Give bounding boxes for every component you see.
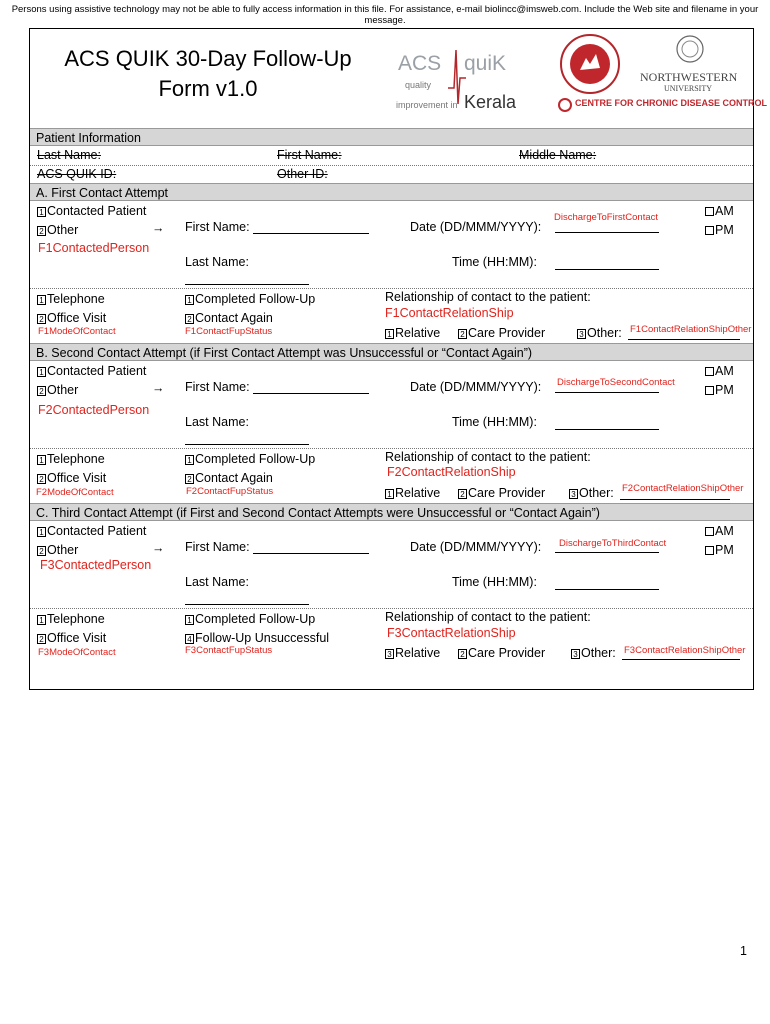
code-box: 3 (385, 649, 394, 659)
code-box: 2 (37, 474, 46, 484)
code-box: 2 (37, 634, 46, 644)
office-visit-option[interactable] (37, 471, 106, 485)
date-label: Date (DD/MMM/YYYY): (410, 380, 542, 394)
field-label: First Name: (185, 540, 250, 554)
relationship-field[interactable]: F1ContactRelationShip (385, 306, 514, 320)
code-box: 2 (458, 649, 467, 659)
am-checkbox[interactable] (705, 364, 734, 378)
other-id-label: Other ID: (277, 167, 328, 181)
northwestern-university: UNIVERSITY (664, 84, 712, 93)
option-label: Completed Follow-Up (195, 612, 316, 626)
am-label: AM (715, 204, 734, 218)
followup-unsuccessful-option[interactable] (185, 631, 329, 645)
checkbox-icon (705, 367, 714, 376)
acs-quik-id-label: ACS QUIK ID: (37, 167, 117, 181)
checkbox-icon (705, 226, 714, 235)
acs-quik-logo (398, 52, 518, 116)
section-b-header: B. Second Contact Attempt (if First Contact Attempt was Unsuccessful or “Contact Again”) (30, 343, 753, 361)
input-line (253, 233, 369, 234)
logo-improvement-text: improvement in (396, 100, 458, 110)
checkbox-icon (705, 207, 714, 216)
other-option[interactable] (37, 543, 78, 557)
contacted-patient-option[interactable] (37, 524, 146, 538)
ecg-icon (446, 48, 466, 106)
option-label: Telephone (47, 612, 105, 626)
patient-info-header: Patient Information (30, 128, 753, 146)
option-label: Other (47, 543, 79, 557)
checkbox-icon (705, 546, 714, 555)
relationship-other-field[interactable]: F3ContactRelationShipOther (624, 645, 746, 656)
contacted-patient-option[interactable] (37, 204, 146, 218)
csi-seal-icon (560, 34, 620, 94)
completed-followup-option[interactable] (185, 452, 315, 466)
time-label: Time (HH:MM): (452, 415, 537, 429)
ccdc-emblem-icon (558, 98, 572, 112)
contact-again-option[interactable] (185, 471, 273, 485)
code-box: 2 (37, 314, 46, 324)
contacted-person-field[interactable]: F3ContactedPerson (40, 558, 152, 572)
relationship-other-field[interactable]: F1ContactRelationShipOther (630, 324, 752, 335)
code-box: 2 (458, 329, 467, 339)
pm-checkbox[interactable] (705, 223, 734, 237)
other-relationship-option[interactable] (577, 326, 622, 340)
logo-quality-text: quality (405, 80, 432, 90)
northwestern-logo (640, 34, 740, 98)
option-label: Contacted Patient (47, 204, 147, 218)
input-line (253, 553, 369, 554)
care-provider-option[interactable] (458, 326, 545, 340)
relationship-label: Relationship of contact to the patient: (385, 610, 591, 624)
last-name-input-line[interactable] (185, 274, 309, 285)
arrow-icon: → (152, 541, 165, 555)
code-box: 1 (37, 455, 46, 465)
option-label: Office Visit (47, 311, 107, 325)
option-label: Relative (395, 486, 441, 500)
other-option[interactable] (37, 223, 78, 237)
divider (30, 165, 753, 166)
code-box: 2 (37, 386, 46, 396)
section-c-header: C. Third Contact Attempt (if First and Second Contact Attempts were Unsuccessful or “Contact Again”) (30, 503, 753, 521)
am-checkbox[interactable] (705, 524, 734, 538)
last-name-field-label: Last Name: (185, 255, 249, 269)
completed-followup-option[interactable] (185, 292, 315, 306)
divider (30, 608, 753, 609)
code-box: 1 (385, 329, 394, 339)
form-title-line1: ACS QUIK 30-Day Follow-Up (64, 46, 352, 71)
code-box: 1 (37, 615, 46, 625)
checkbox-icon (705, 386, 714, 395)
last-name-input-line[interactable] (185, 434, 309, 445)
date-field[interactable]: DischargeToFirstContact (554, 212, 659, 223)
code-box: 3 (571, 649, 580, 659)
time-label: Time (HH:MM): (452, 255, 537, 269)
code-box: 2 (458, 489, 467, 499)
option-label: Care Provider (468, 646, 546, 660)
logo-quik-text: quiK (464, 52, 507, 75)
contacted-person-field[interactable]: F2ContactedPerson (38, 403, 150, 417)
option-label: Care Provider (468, 486, 546, 500)
option-label: Telephone (47, 292, 105, 306)
time-label: Time (HH:MM): (452, 575, 537, 589)
date-field[interactable]: DischargeToSecondContact (557, 377, 675, 388)
am-label: AM (715, 364, 734, 378)
code-box: 1 (185, 615, 194, 625)
section-a-header: A. First Contact Attempt (30, 183, 753, 201)
pm-label: PM (715, 223, 734, 237)
option-label: Relative (395, 646, 441, 660)
relative-option[interactable] (385, 326, 440, 340)
relationship-label: Relationship of contact to the patient: (385, 450, 591, 464)
other-option[interactable] (37, 383, 78, 397)
option-label: Care Provider (468, 326, 546, 340)
date-input-line[interactable] (555, 542, 659, 553)
option-label: Contacted Patient (47, 364, 147, 378)
other-relationship-option[interactable] (571, 646, 616, 660)
other-relationship-option[interactable] (569, 486, 614, 500)
ccdc-logo (558, 97, 768, 113)
telephone-option[interactable] (37, 612, 105, 626)
completed-followup-option[interactable] (185, 612, 315, 626)
relationship-other-field[interactable]: F2ContactRelationShipOther (622, 483, 744, 494)
form-title-line2: Form v1.0 (158, 76, 258, 101)
code-box: 4 (185, 634, 194, 644)
accessibility-notice: Persons using assistive technology may not be able to fully access information in this file. For assistance, e-mail biolincc@imsweb.com. Include the Web site and filename in your message. (11, 4, 759, 26)
mode-of-contact-field[interactable]: F2ModeOfContact (36, 487, 114, 498)
date-label: Date (DD/MMM/YYYY): (410, 220, 542, 234)
option-label: Completed Follow-Up (195, 292, 316, 306)
option-label: Contact Again (195, 311, 273, 325)
last-name-label: Last Name: (37, 148, 101, 162)
option-label: Contact Again (195, 471, 273, 485)
telephone-option[interactable] (37, 452, 105, 466)
pm-checkbox[interactable] (705, 383, 734, 397)
option-label: Relative (395, 326, 441, 340)
fup-status-field[interactable]: F1ContactFupStatus (185, 326, 273, 337)
divider (30, 448, 753, 449)
option-label: Telephone (47, 452, 105, 466)
code-box: 1 (37, 295, 46, 305)
middle-name-label: Middle Name: (519, 148, 597, 162)
care-provider-option[interactable] (458, 646, 545, 660)
code-box: 1 (37, 367, 46, 377)
date-input-line[interactable] (555, 382, 659, 393)
first-name-label: First Name: (277, 148, 342, 162)
code-box: 2 (185, 314, 194, 324)
code-box: 1 (185, 455, 194, 465)
pm-label: PM (715, 383, 734, 397)
code-box: 1 (37, 527, 46, 537)
relationship-field[interactable]: F3ContactRelationShip (387, 626, 516, 640)
date-field[interactable]: DischargeToThirdContact (559, 538, 667, 549)
relationship-field[interactable]: F2ContactRelationShip (387, 465, 516, 479)
contact-again-option[interactable] (185, 311, 273, 325)
page-number: 1 (740, 944, 747, 958)
option-label: Completed Follow-Up (195, 452, 316, 466)
code-box: 2 (37, 546, 46, 556)
divider (30, 288, 753, 289)
input-line (253, 393, 369, 394)
first-name-field[interactable] (185, 220, 369, 234)
code-box: 3 (569, 489, 578, 499)
code-box: 3 (577, 329, 586, 339)
last-name-field-label: Last Name: (185, 575, 249, 589)
fup-status-field[interactable]: F3ContactFupStatus (185, 645, 273, 656)
option-label: Other: (581, 646, 616, 660)
arrow-icon: → (152, 381, 165, 395)
date-input-line[interactable] (555, 222, 659, 233)
am-label: AM (715, 524, 734, 538)
field-label: First Name: (185, 220, 250, 234)
mode-of-contact-field[interactable]: F1ModeOfContact (38, 326, 116, 337)
office-visit-option[interactable] (37, 631, 106, 645)
checkbox-icon (705, 527, 714, 536)
code-box: 2 (185, 474, 194, 484)
northwestern-crest-icon (676, 34, 704, 64)
pm-label: PM (715, 543, 734, 557)
option-label: Other (47, 383, 79, 397)
logo-kerala-text: Kerala (464, 92, 517, 112)
option-label: Office Visit (47, 471, 107, 485)
first-name-field[interactable] (185, 380, 369, 394)
last-name-input-line[interactable] (185, 594, 309, 605)
contacted-patient-option[interactable] (37, 364, 146, 378)
logo-acs-text: ACS (398, 52, 442, 75)
option-label: Other: (587, 326, 622, 340)
option-label: Follow-Up Unsuccessful (195, 631, 330, 645)
csi-seal-logo (560, 34, 620, 94)
relationship-label: Relationship of contact to the patient: (385, 290, 591, 304)
time-input-line[interactable] (555, 577, 659, 590)
pm-checkbox[interactable] (705, 543, 734, 557)
fup-status-field[interactable]: F2ContactFupStatus (186, 486, 274, 497)
care-provider-option[interactable] (458, 486, 545, 500)
contacted-person-field[interactable]: F1ContactedPerson (38, 241, 150, 255)
field-label: First Name: (185, 380, 250, 394)
ccdc-text: CENTRE FOR CHRONIC DISEASE CONTROL (575, 98, 768, 108)
relative-option[interactable] (385, 486, 440, 500)
option-label: Other: (579, 486, 614, 500)
date-label: Date (DD/MMM/YYYY): (410, 540, 542, 554)
code-box: 2 (37, 226, 46, 236)
am-checkbox[interactable] (705, 204, 734, 218)
option-label: Office Visit (47, 631, 107, 645)
telephone-option[interactable] (37, 292, 105, 306)
code-box: 1 (185, 295, 194, 305)
arrow-icon: → (152, 221, 165, 235)
office-visit-option[interactable] (37, 311, 106, 325)
time-input-line[interactable] (555, 417, 659, 430)
mode-of-contact-field[interactable]: F3ModeOfContact (38, 647, 116, 658)
last-name-field-label: Last Name: (185, 415, 249, 429)
option-label: Other (47, 223, 79, 237)
option-label: Contacted Patient (47, 524, 147, 538)
form-title (58, 44, 358, 104)
code-box: 1 (37, 207, 46, 217)
northwestern-name: NORTHWESTERN (640, 70, 738, 84)
relative-option[interactable] (385, 646, 440, 660)
first-name-field[interactable] (185, 540, 369, 554)
time-input-line[interactable] (555, 257, 659, 270)
code-box: 1 (385, 489, 394, 499)
